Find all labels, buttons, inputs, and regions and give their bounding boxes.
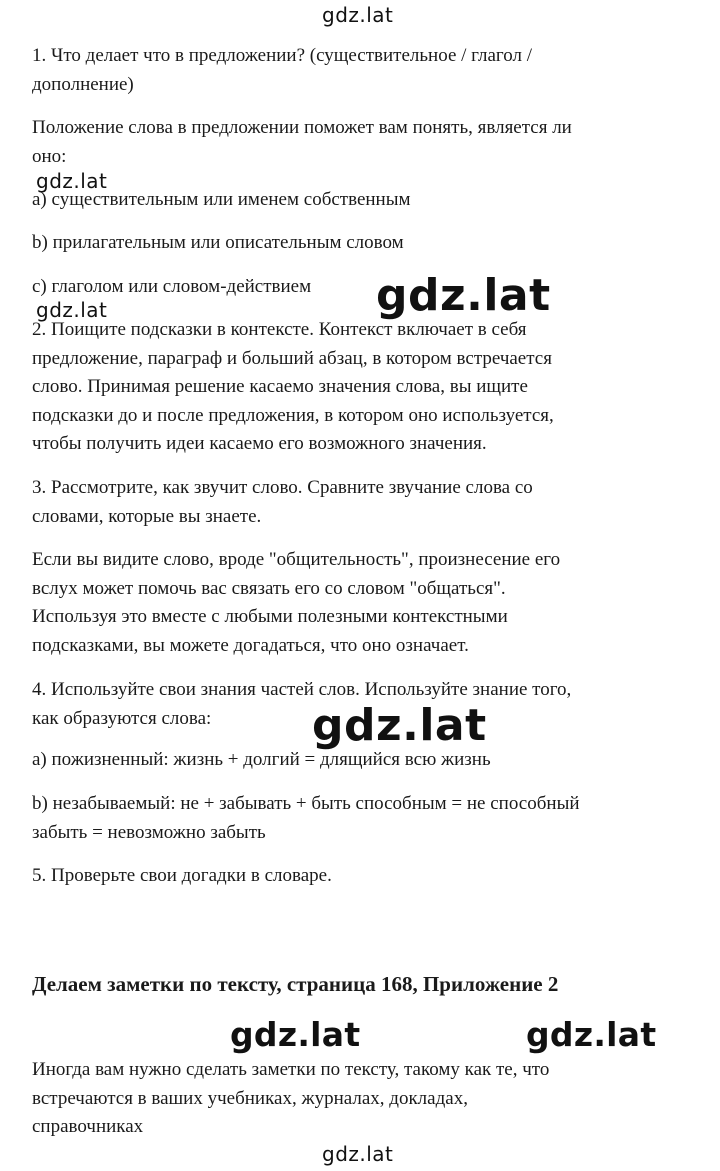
watermark-large-2: gdz.lat: [312, 700, 487, 751]
paragraph-1: [32, 42, 692, 99]
text-line: справочниках: [32, 1116, 144, 1137]
watermark-medium-2: gdz.lat: [526, 1015, 657, 1054]
text-line: как образуются слова:: [32, 707, 212, 729]
text-line: Используя это вместе с любыми полезными контекстными: [32, 606, 508, 627]
watermark-bottom: gdz.lat: [322, 1142, 394, 1166]
text-line: Если вы видите слово, вроде "общительность", произнесение его: [32, 549, 561, 570]
paragraph-step-2: [32, 316, 692, 459]
text-line: встречаются в ваших учебниках, журналах, докладах,: [32, 1087, 468, 1109]
list-item-b: [32, 229, 692, 258]
paragraph-example: [32, 546, 692, 660]
text-line: забыть = невозможно забыть: [32, 821, 266, 843]
paragraph-2: [32, 114, 692, 171]
watermark-small-2: gdz.lat: [36, 298, 108, 322]
paragraph-step-3: [32, 474, 692, 531]
text-line: 3. Рассмотрите, как звучит слово. Сравните звучание слова со: [32, 477, 533, 498]
text-line: словами, которые вы знаете.: [32, 505, 262, 527]
text-line: 1. Что делает что в предложении? (существительное / глагол /: [32, 45, 532, 66]
text-line: b) прилагательным или описательным словом: [32, 232, 404, 253]
text-line: чтобы получить идеи касаемо его возможного значения.: [32, 433, 487, 454]
example-b: [32, 790, 692, 847]
text-line: оно:: [32, 145, 67, 167]
text-line: слово. Принимая решение касаемо значения слова, вы ищите: [32, 376, 528, 397]
watermark-medium-1: gdz.lat: [230, 1015, 361, 1054]
text-line: 5. Проверьте свои догадки в словаре.: [32, 865, 332, 886]
text-line: дополнение): [32, 73, 134, 95]
list-item-a: [32, 186, 692, 215]
watermark-small-1: gdz.lat: [36, 169, 108, 193]
watermark-large-1: gdz.lat: [376, 270, 551, 321]
text-line: вслух может помочь вас связать его со словом "общаться".: [32, 577, 506, 599]
paragraph-step-5: [32, 862, 692, 891]
text-line: c) глаголом или словом-действием: [32, 276, 312, 297]
section-heading: Делаем заметки по тексту, страница 168, Приложение 2: [32, 972, 559, 996]
text-line: a) существительным или именем собственным: [32, 189, 411, 210]
paragraph-closing: [32, 1056, 692, 1142]
text-line: предложение, параграф и больший абзац, в котором встречается: [32, 347, 552, 369]
text-line: подсказками, вы можете догадаться, что оно означает.: [32, 634, 469, 656]
text-line: b) незабываемый: не + забывать + быть способным = не способный: [32, 793, 580, 814]
list-item-c: [32, 273, 692, 302]
example-a: [32, 746, 692, 775]
text-line: Положение слова в предложении поможет вам понять, является ли: [32, 117, 572, 138]
text-line: 2. Поищите подсказки в контексте. Контекст включает в себя: [32, 319, 527, 340]
text-line: подсказки до и после предложения, в котором оно используется,: [32, 404, 554, 426]
text-line: a) пожизненный: жизнь + долгий = длящийся всю жизнь: [32, 749, 491, 770]
text-line: Иногда вам нужно сделать заметки по тексту, такому как те, что: [32, 1059, 550, 1080]
text-line: 4. Используйте свои знания частей слов. Используйте знание того,: [32, 679, 572, 700]
watermark-top: gdz.lat: [322, 3, 394, 27]
